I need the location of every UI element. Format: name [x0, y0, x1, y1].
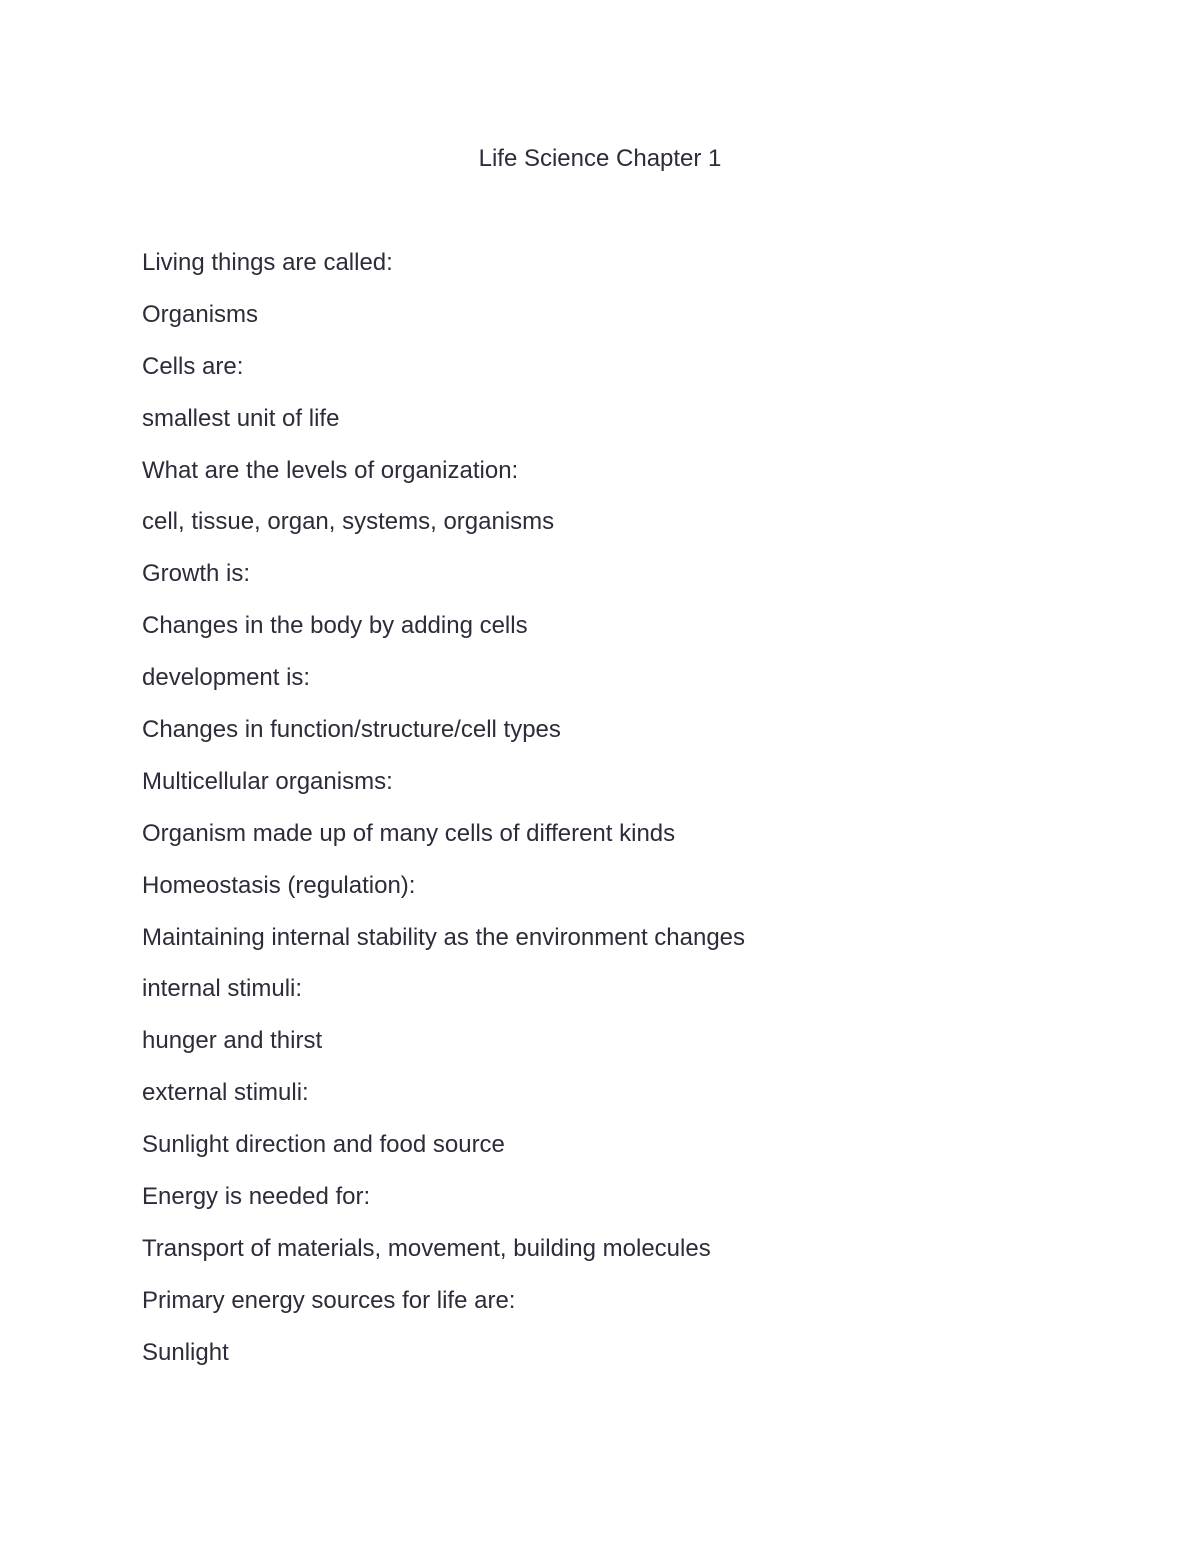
text-line: Multicellular organisms: — [142, 767, 393, 795]
text-line: external stimuli: — [142, 1079, 309, 1107]
text-line: hunger and thirst — [142, 1027, 323, 1055]
text-line: development is: — [142, 664, 311, 692]
text-line: What are the levels of organization: — [142, 456, 519, 484]
text-line: Energy is needed for: — [142, 1183, 371, 1211]
text-line: Organisms — [142, 300, 259, 328]
text-line: Sunlight — [142, 1338, 229, 1366]
text-line: Changes in the body by adding cells — [142, 612, 528, 640]
text-line: Cells are: — [142, 352, 244, 380]
text-line: cell, tissue, organ, systems, organisms — [142, 508, 555, 536]
text-line: Organism made up of many cells of different kinds — [142, 819, 676, 847]
text-line: Sunlight direction and food source — [142, 1131, 505, 1159]
text-line: smallest unit of life — [142, 404, 340, 432]
text-line: Living things are called: — [142, 249, 393, 276]
document-title: Life Science Chapter 1 — [478, 145, 722, 172]
text-line: Growth is: — [142, 560, 251, 588]
text-line: Primary energy sources for life are: — [142, 1286, 516, 1314]
text-line: internal stimuli: — [142, 975, 303, 1003]
text-line: Transport of materials, movement, building molecules — [142, 1234, 711, 1262]
text-line: Maintaining internal stability as the environment changes — [142, 923, 746, 951]
text-line: Homeostasis (regulation): — [142, 871, 416, 899]
text-line: Changes in function/structure/cell types — [142, 716, 561, 744]
document-body — [142, 246, 1102, 1388]
